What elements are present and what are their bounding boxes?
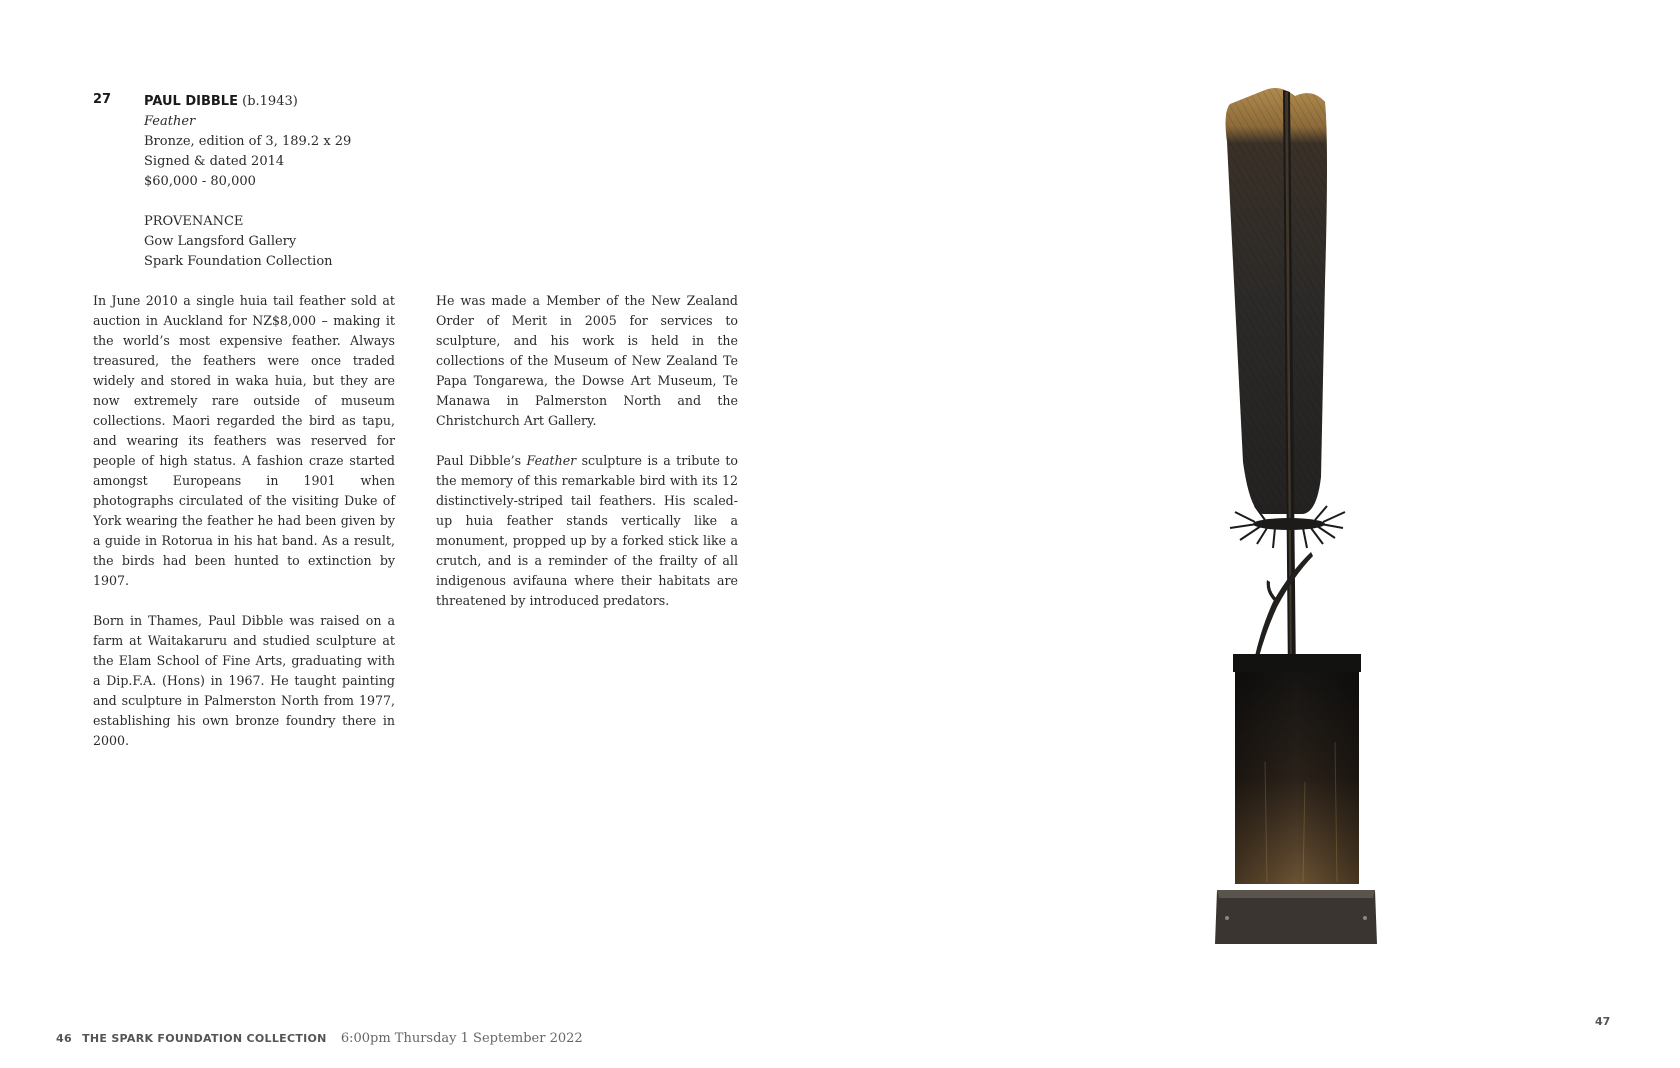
essay-paragraph: In June 2010 a single huia tail feather sold at auction in Auckland for NZ$8,000 – making it the world’s most expensive feather. Always treasured, the feathers were once traded widely and stored in waka huia, but they are now extremely rare outside of museum collections. Maori regarded the bird as tapu, and wearing its feathers was reserved for people of high status. A fashion craze started amongst Europeans in 1901 when photographs circulated of the visiting Duke of York wearing the feather he had been given by a guide in Rotorua in his hat band. As a result, the birds had been hunted to extinction by 1907. (93, 293, 395, 588)
essay-text: sculpture is a tribute to the memory of this remarkable bird with its 12 distinctively-striped tail feathers. His scaled-up huia feather stands vertically like a monument, propped up by a forked stick like a crutch, and is a reminder of the frailty of all indigenous avifauna where their habitats are threatened by introduced predators. (436, 453, 738, 608)
lot-details (144, 92, 564, 272)
essay-column-left (93, 291, 395, 771)
essay-column-right (436, 291, 738, 631)
provenance-block (144, 212, 564, 272)
page-number-left: 46 (56, 1032, 72, 1045)
feather-sculpture-image (1195, 82, 1395, 982)
essay-paragraph (436, 451, 738, 611)
auction-date: 6:00pm Thursday 1 September 2022 (340, 1031, 583, 1046)
essay-text: Paul Dibble’s (436, 453, 527, 468)
artwork-medium: Bronze, edition of 3, 189.2 x 29 (144, 134, 352, 149)
essay-paragraph: Born in Thames, Paul Dibble was raised on a farm at Waitakaruru and studied sculpture at the Elam School of Fine Arts, graduating with a Dip.F.A. (Hons) in 1967. He taught painting and sculpture in Palmerston North from 1977, establishing his own bronze foundry there in 2000. (93, 613, 395, 748)
essay-artwork-title: Feather (526, 453, 577, 468)
artist-name: PAUL DIBBLE (144, 94, 238, 109)
footer-left (56, 1031, 583, 1046)
artwork-estimate: $60,000 - 80,000 (144, 174, 256, 189)
artist-dates: (b.1943) (242, 94, 298, 109)
collection-name: THE SPARK FOUNDATION COLLECTION (82, 1032, 327, 1045)
artwork-signature: Signed & dated 2014 (144, 154, 285, 169)
essay-paragraph: He was made a Member of the New Zealand Order of Merit in 2005 for services to sculpture, and his work is held in the collections of the Museum of New Zealand Te Papa Tongarewa, the Dowse Art Museum, Te Manawa in Palmerston North and the Christchurch Art Gallery. (436, 293, 738, 428)
page-number-right: 47 (1595, 1015, 1611, 1028)
artist-line (144, 92, 564, 112)
provenance-heading: PROVENANCE (144, 214, 244, 229)
provenance-item: Gow Langsford Gallery (144, 234, 297, 249)
artwork-title: Feather (144, 114, 196, 129)
lot-number: 27 (93, 92, 112, 107)
provenance-item: Spark Foundation Collection (144, 254, 333, 269)
